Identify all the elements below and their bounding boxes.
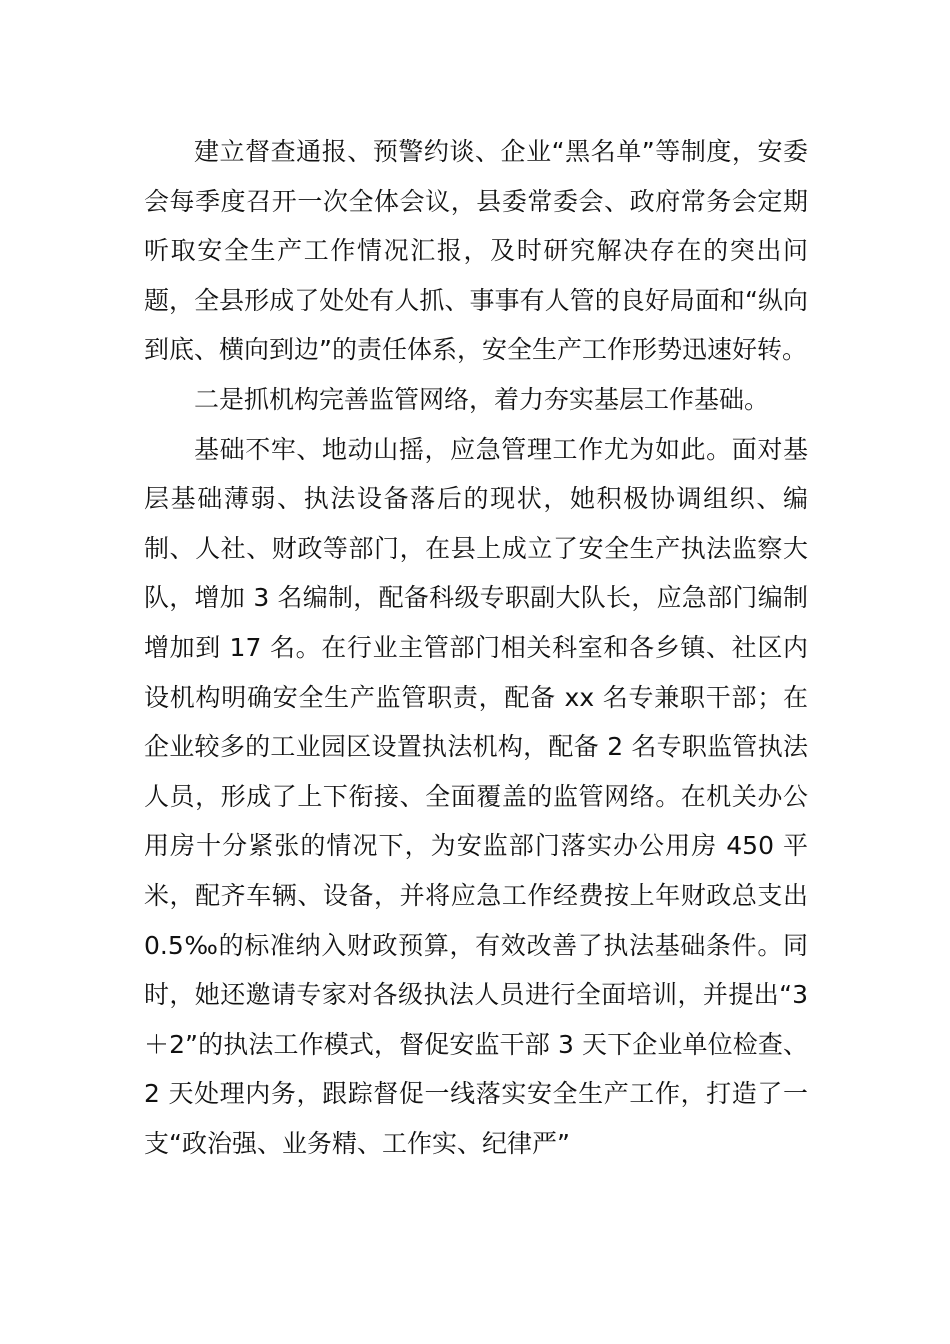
paragraph-grassroots-foundation: 基础不牢、地动山摇，应急管理工作尤为如此。面对基层基础薄弱、执法设备落后的现状，她积极协调组织、编制、人社、财政等部门，在县上成立了安全生产执法监察大队，增加 3 名编制，配备科级专职副大队长，应急部门编制增加到 17 名。在行业主管部门相关科室和各乡镇、社区内设机构明确安全生产监管职责，配备 xx 名专兼职干部；在企业较多的工业园区设置执法机构，配备 2 名专职监管执法人员，形成了上下衔接、全面覆盖的监管网络。在机关办公用房十分紧张的情况下，为安监部门落实办公用房 450 平米，配齐车辆、设备，并将应急工作经费按上年财政总支出 0.5‰的标准纳入财政预算，有效改善了执法基础条件。同时，她还邀请专家对各级执法人员进行全面培训，并提出“3＋2”的执法工作模式，督促安监干部 3 天下企业单位检查、2 天处理内务，跟踪督促一线落实安全生产工作，打造了一支“政治强、业务精、工作实、纪律严” xyxy=(144,434,808,1158)
document-body xyxy=(144,127,808,1168)
section-heading-supervision-network: 二是抓机构完善监管网络，着力夯实基层工作基础。 xyxy=(194,384,770,414)
paragraph-responsibility-system: 建立督查通报、预警约谈、企业“黑名单”等制度，安委会每季度召开一次全体会议，县委常委会、政府常务会定期听取安全生产工作情况汇报，及时研究解决存在的突出问题，全县形成了处处有人抓、事事有人管的良好局面和“纵向到底、横向到边”的责任体系，安全生产工作形势迅速好转。 xyxy=(144,137,808,365)
